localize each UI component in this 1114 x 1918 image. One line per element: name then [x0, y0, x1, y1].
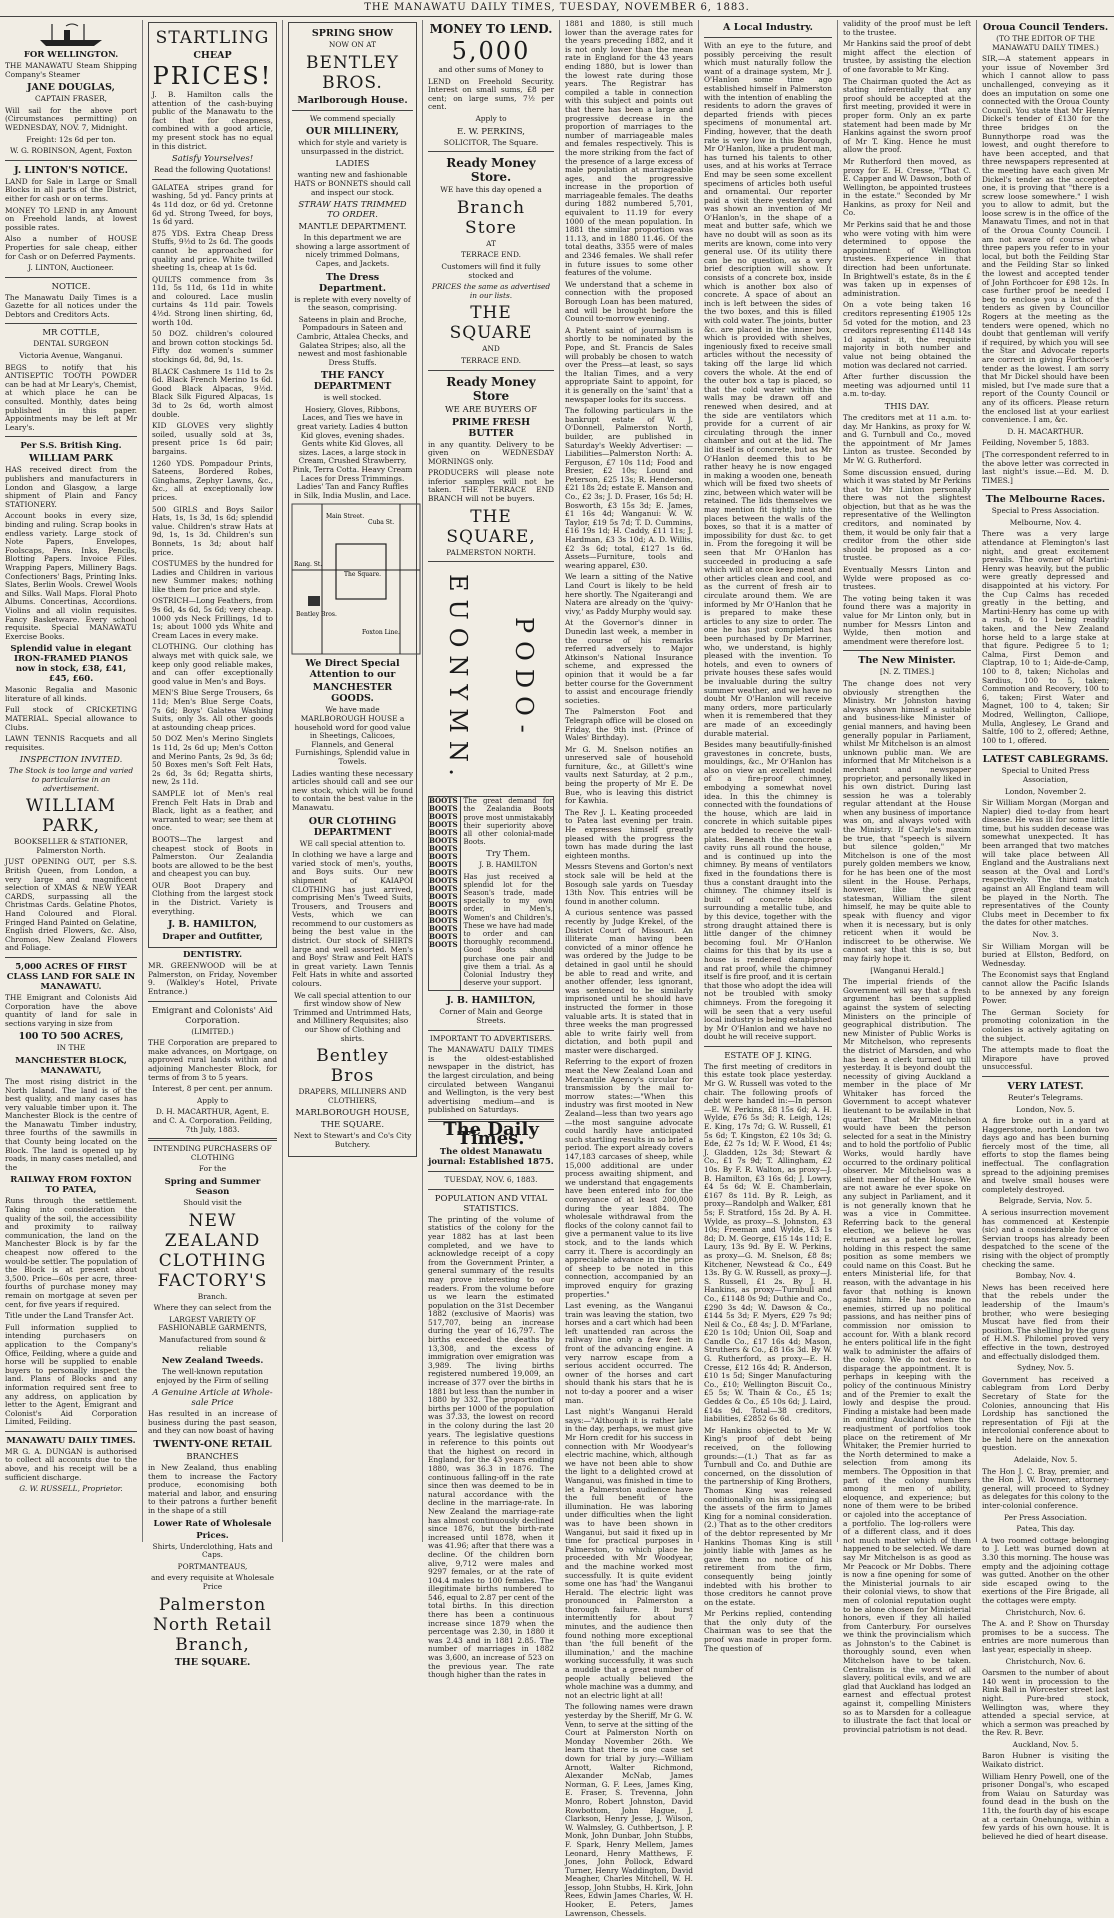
- column-2: [142, 20, 282, 1668]
- corner: Corner of Main and George Streets.: [439, 1007, 543, 1026]
- dentist-address: Victoria Avenue, Wanganui.: [19, 351, 123, 361]
- melbourne-date: Melbourne, Nov. 4.: [1009, 517, 1082, 527]
- special-press: Special to Press Association.: [991, 506, 1100, 516]
- branches-body: in New Zealand, thus enabling them to increase the Factory produce, economising both material and labor, and ensuring to their patrons a further benefit in the shape of a still: [148, 1463, 277, 1516]
- butter: PRIME FRESH BUTTER: [451, 416, 531, 439]
- para-6: The Palmerston Foot and Telegraph office will be closed on Friday, the 9th inst. (Prince of Wales' Birthday).: [565, 707, 693, 743]
- cricket: Full stock of CRICKETING MATERIAL. Special allowance to Clubs.: [5, 705, 137, 732]
- editor-note: [The correspondent referred to in the above letter was corrected in last night's issue.—Ed. M. D. TIMES.]: [982, 449, 1109, 485]
- minister-heading: The New Minister.: [858, 655, 956, 667]
- para-7: Mr G. M. Snelson notifies an unreserved sale of household furniture, &c., at Gillett's wine vaults next Saturday, at 2 p.m., being the property of Mr E. De Bue, who is leaving this district for Kawhia.: [565, 744, 693, 806]
- boots-word: BOOTS: [429, 860, 458, 870]
- boots-word: BOOTS: [429, 804, 458, 814]
- hamilton-big: J. B. HAMILTON,: [446, 995, 536, 1007]
- apply-4: Apply to: [475, 113, 507, 123]
- para-12: Last evening, as the Wanganui train was leaving the station, two horses and a cart which had been left unattended ran across the railway line only a few feet in front of the advancing engine. A very narrow escape from a serious accident occurred. The owner of the horses and cart should thank his stars that he is not to-day a poorer and a wiser man.: [565, 1301, 693, 1405]
- marlborough-2: MARLBOROUGH HOUSE,: [295, 1108, 410, 1119]
- para-14: The following names were drawn yesterday by the Sheriff, Mr G. W. Venn, to serve at the sitting of the Court at Palmerston North on Monday November 26th. We learn that there is one case set down for trial by jury:—William Arnott, Walter Richmond, Alexander McNab, James Norman, G. F. Lees, James King, E. Fraser, S. Trevenna, John Monro, Robert Johnston, David Rowbottom, John Hague, J. Clarkson, Henry Jesse, J. Wilson, W. Walmsley, G. Cuthbertson, J. P. Monk, John Dunbar, John Stubbs, F. Spark, Henry Mellem, James Leonard, Henry Matthews, F. Jones, John Pollock, Edward Turner, Henry Waddington, David Meagher, Charles Mitchell, W. H. Jessop, John Stubbs, H. Kirk, John Rees, Edwin James Charles, W. H. Hooker, E. Peters, James Lawrenson, Chessels.: [565, 1702, 693, 1918]
- dentist-body: BEGS to notify that his ANTISEPTIC TOOTH POWDER can be had at Mr Leary's, Chemist, at which place he can be consulted. Monthly, dates being published in this paper. Appointments may be left at Mr Leary's.: [5, 362, 137, 432]
- spring-show: SPRING SHOW: [311, 28, 394, 39]
- hamilton-sub: Draper and Outfitter,: [162, 932, 263, 943]
- patea-body: A two roomed cottage belonging to J. Lett was burned down at 3.30 this morning. The house was empty and the adjoining cottage was gutted. Another on the other side escaped owing to the exertions of the Fire Brigade, all the cottages were empty.: [982, 1535, 1109, 1605]
- buyers: WE ARE BUYERS OF: [444, 404, 538, 415]
- linton-heading: J. LINTON'S NOTICE.: [14, 164, 128, 176]
- shirts: Shirts, Underclothing, Hats and Caps.: [152, 1541, 273, 1560]
- bentley-building-icon: [308, 596, 320, 606]
- oldest-journal: The oldest Manawatu journal: Established 1875.: [428, 1147, 554, 1168]
- map-label-square: The Square.: [344, 571, 382, 579]
- fancy-dept: THE FANCY DEPARTMENT: [313, 370, 392, 393]
- voting: The voting being taken it was found there was a majority in value for Mr Linton only, but in number for Messrs Linton and Wylde, then motion and amendment were therefore lost.: [843, 593, 971, 646]
- producers: PRODUCERS will please note inferior samples will not be taken. THE TERRACE END BRANCH will not be buyers.: [428, 468, 554, 504]
- price-item: OSTRICH—Long Feathers, from 9s 6d, 4s 6d, 5s 6d; very cheap. 1000 yds Neck Frillings, 1d to 1s; about 1000 yds White and Cream Laces in every make.: [152, 596, 273, 640]
- terrace-end-2: TERRACE END.: [460, 355, 522, 365]
- local-heading: A Local Industry.: [723, 22, 813, 33]
- park-sub: BOOKSELLER & STATIONER, Palmerston North.: [14, 837, 128, 855]
- para-2: A Patent saint of journalism is shortly to be nominated by the Pope, and St. Francis de Sales will probably be chosen to watch over the Press—at least, so says the Italian Times, and a very appropriate Saint to appoint, for it is generally on the 'saint' that a newspaper looks for its success.: [565, 325, 693, 404]
- price-item: CLOTHING. Our clothing has always met with quick sale, we keep only good reliable makes, and can offer exceptionally good value in Men's and Boys.: [152, 642, 273, 686]
- podo-2: PODO-: [510, 617, 538, 742]
- races-body: There was a very large attendance at Flemington's last night, and great excitement prevails. The owner of Martini-Henry was heavily, but the public were greatly depressed and disappointed at his victory. For the Cup Calms has receded greatly in the betting, and Martini-Henry has come up with a rush, 6 to 1 being readily taken, and the New Zealand horse held to a large stake at that figure. Pedigree 5 to 1; Calma, First Demon and Claptrap, 10 to 1; Aide-de-Camp, 100 to 8, taken; Nicholas and Sardius, 100 to 5, taken; Commotion and Recovery, 100 to 6, taken; First Water and Magnet, 100 to 4, taken; Sir Modred, Wellington, Calliope, Mulla, Anglesey, Le Grand and Saltfe, 100 to 2, offered; Aethne, 100 to 1, offered.: [982, 529, 1109, 745]
- wellknown: The well-known reputation enjoyed by the Firm of selling: [156, 1367, 269, 1385]
- cables-body: Sir William Morgan (Morgan and Napier) died to-day from heart disease. He was ill for some little time, but his sudden decease was somewhat unexpected. It has been arranged that two matches will take place between All England and the Australians next season at the Oval and Lord's respectively. The third match against an All England team will be played in the North. The representatives of the County Clubs meet in December to fix the dates for other matches.: [982, 798, 1109, 928]
- rutherford: Mr Rutherford then moved, as proxy for E. H. Cresse, "That C. E. Capper and W. Dawson, both of Wellington, be appointed trustees in the estate." Seconded by Mr Hankins, as proxy for Neil and Co.: [843, 156, 971, 218]
- boots-word: BOOTS: [429, 876, 458, 886]
- eventually: Eventually Messrs Linton and Wylde were proposed as co-trustees.: [843, 565, 971, 592]
- map-label-bentley: Bentley Bros.: [296, 611, 337, 619]
- wanganui-credit: [Wanganui Herald.]: [870, 965, 944, 975]
- mirapore: The attempts made to float the Mirapore have proved unsuccessful.: [982, 1045, 1109, 1072]
- boots-list: [429, 797, 461, 990]
- bentley-bros: BENTLEY BROS.: [305, 52, 400, 93]
- ladies-note: Ladies wanting these necessary articles should call and see our new stock, which will be found to contain the best value in the Manawatu.: [292, 768, 413, 812]
- price-item: SAMPLE lot of Men's real French Felt Hats in Drab and Black, light as a feather, and warranted to wear; see them at once.: [152, 788, 273, 833]
- mantle-dept: MANTLE DEPARTMENT.: [298, 222, 407, 233]
- next-to: Next to Stewart's and Co's City Butchery.: [293, 1131, 412, 1149]
- drapers: DRAPERS, MILLINERS AND CLOTHIERS,: [298, 1087, 407, 1105]
- inspection-heading: INSPECTION INVITED.: [19, 755, 123, 766]
- ship-body: Will sail for the above port (Circumstances permitting) on WEDNESDAY, NOV. 7, Midnight.: [5, 105, 137, 132]
- pianos: Splendid value in elegant IRON-FRAMED PIANOS now in stock, £38, £41, £45, £60.: [10, 644, 132, 685]
- window-show: We call special attention to our first window show of New Trimmed and Untrimmed Hats, and Millinery Requisites; also our Show of Clothing and shirts.: [293, 990, 412, 1043]
- at: AT: [486, 238, 496, 248]
- hankins: Mr Hankins said the proof of debt might affect the election of trustee, by assisting the election of one favorable to Mr King.: [843, 39, 971, 74]
- should-visit: Should visit the: [183, 1197, 242, 1207]
- acres-heading: 5,000 ACRES OF FIRST CLASS LAND FOR SALE IN MANAWATU.: [6, 961, 136, 992]
- boots-word: BOOTS: [429, 812, 458, 822]
- bentley-bros-2: Bentley Bros: [316, 1046, 389, 1087]
- pop-cont: 1881 and 1880, is still much lower than the average rates for the years preceding 1882, and it is not only lower than the mean rate in England for the 43 years ending 1880, but is lower than the lowest rate during those years. The Registrar has compiled a table in connection with this subject and points out that there has been a large and progressive decrease in the proportion of marriages to the number of marriageable males and females respectively. This is the more striking from the fact of the presence of a large excess of male population at marriageable ages, and the progressive increase in the proportion of marriageable females. The deaths during 1882 numbered 5,701, equivalent to 11.19 for every 1000 of the mean population. In 1881 the similar proportion was 11.13, and in 1880 11.46. Of the total deaths, 3355 were of males and 2346 females. We shall refer in future issues to some other features of the volume.: [565, 19, 693, 278]
- price-item: 500 GIRLS and Boys Sailor Hats, 1s, 1s 3d, 1s 6d; splendid value. Children's straw Hats at 9d, 1s, 1s 3d. Children's sun Bonnets, 1s 3d; about half price.: [152, 504, 273, 557]
- opened: WE have this day opened a: [440, 185, 542, 195]
- genuine-article: A Genuine Article at Whole-sale Price: [152, 1388, 273, 1409]
- christchurch: Christchurch, Nov. 6.: [1005, 1607, 1086, 1617]
- startling-heading: STARTLING: [155, 28, 270, 48]
- clothing-body: In clothing we have a large and varied stock of men's, youths, and Boys suits. Our new shipment of KAIAPOI CLOTHING has just arrived, comprising Men's Tweed Suits, Trousers, and Trousers and Vests, which we can recommend to our customers as being the best value in the district. Our stock of SHIRTS large and well assorted. Men's and Boys' Straw and Felt HATS in great variety. Lawn Tennis Felt Hats in white and assorted colours.: [292, 850, 413, 989]
- hamilton-signature: J. B. HAMILTON,: [168, 919, 257, 931]
- greenwood-notice: MR. GREENWOOD will be at Palmerston, on Friday, November 9. (Walkley's Hotel, Private Entrance.): [148, 961, 277, 997]
- where-select: Where they can select from the: [153, 1303, 272, 1313]
- park-body: HAS received direct from the publishers and manufacturers in London and Glasgow, a large shipment of Plain and Fancy STATIONERY.: [5, 465, 137, 509]
- price-item: OUR Boot Drapery and Clothing from the largest stock in the District. Variety is everything.: [152, 880, 273, 916]
- millinery-body: which for style and variety is unsurpassed in the district.: [298, 138, 407, 156]
- park-list: Account books in every size, binding and ruling. Scrap books in endless variety. Large stock of Note Papers, Envelopes, Foolscaps, Pens. Inks, Pencils, Blotting Papers. Invoice Files. Wrapping Papers, Millinery Bags. Confectioners' Bags, Printing Inks. Slates, Berlin Wools. Crewel Wools and Silks. Wall Maps. Floral Photo Albums. Concertinas, Accordions. Violins and all violin requisites. Fancy Basketware. Every school requisite. Special MANAWATU Exercise Books.: [5, 511, 137, 641]
- validity: validity of the proof must be left to the trustee.: [843, 19, 971, 37]
- street-map: [292, 504, 420, 654]
- bombay: Bombay, Nov. 4.: [1015, 1271, 1076, 1281]
- interest: Interest, 8 per cent. per annum.: [152, 1084, 273, 1094]
- issue-date: TUESDAY, NOV. 6, 1883.: [444, 1175, 538, 1185]
- dungan-notice: MR G. A. DUNGAN is authorised to collect all accounts due to the above, and his receipt will be a sufficient discharge.: [5, 1446, 137, 1482]
- minister-body: The change does not very obviously strengthen the Ministry. Mr Johnston having always shown himself a suitable and business-like Minister of genial manners, and having been generally popular in Parliament, whilst Mr Mitchelson is an almost unknown public man. We are informed that Mr Mitchelson is a merchant and newspaper proprietor, and personally liked in his own district. During last session he was a tolerably regular attendant at the House when any business of importance was on, and always voted with the Ministry. If Carlyle's maxim be true, that "speech is silvern but silence golden," Mr Mitchelson is one of the most purely golden members we know, for he has been one of the most silent in the House. Perhaps, however, like the great statesman, William the silent himself, he may be quite able to speak with fluency and vigor when it is necessary, but is only reticent when it would be indiscreet to be otherwise. We cannot say that this is so, but may fairly hope it.: [843, 678, 971, 963]
- per-press: Per Press Association.: [1004, 1512, 1087, 1522]
- dress-dept: The Dress Department.: [318, 271, 387, 294]
- boots-word: BOOTS: [429, 868, 458, 878]
- boots-word: BOOTS: [429, 932, 458, 942]
- lower-rate: Lower Rate of Wholesale: [153, 1518, 272, 1529]
- linton-signature: J. LINTON, Auctioneer.: [28, 263, 114, 273]
- oroua-body: SIR,—A statement appears in your issue of November 3rd which I cannot allow to pass unchallenged, conveying as it does an imputation on some one connected with the Oroua County Council. You state that Mr Henry Dickel's tender of £130 for the three bridges on the Bunnythorpe road was the lowest, and ought therefore to have been accepted, and that three newspapers represented at the meeting have each given Mr Dickel's tender as the accepted one, it is proving that "there is a screw loose somewhere." I wish you to allow to admit, but the loose screw is in the office of the Manawatu Times, and not in that of the Oroua County Council. I am not aware of course what three papers you refer to in your local, but both the Feilding Star and the Feilding Star so linked the lowest and accepted tender of John Forthcoer for £98 12s. In case further proof be needed I beg to enclose you a list of the tenders as given by Councillor Rogers at the meeting as the tenders were opened, which no doubt that gentleman will verify if required, by which you will see the Star and Advocate reports are correct in giving Forthcoer's tender as the lowest. I am sorry that Mr Dickel should have been misled, but I've made sure that a report of the County Council or any of its officers. Please return the enclosed list at your earliest convenience. I am, &c.: [982, 54, 1109, 425]
- block-name: MANCHESTER BLOCK, MANAWATU,: [15, 1055, 127, 1076]
- dress-list: Sateens in plain and Broche, Pompadours in Sateen and Cambric, Attalea Checks, and Galatea Stripes; also, all the newest and most fashionable Dress Stuffs.: [296, 314, 409, 367]
- ready-money-2: Ready Money Store: [446, 374, 536, 403]
- price-list: [152, 184, 273, 917]
- para-8: The Rev J. L. Keating proceeded to Patea last evening per train. He expresses himself greatly pleased with the progress the town has made during the last eighteen months.: [565, 807, 693, 860]
- emigrant-heading: Emigrant and Colonists' Aid Corporation.: [152, 1005, 273, 1026]
- adelaide: Adelaide, Nov. 5.: [1013, 1455, 1078, 1465]
- perkins-remark: Mr Perkins said that he and those who were voting with him were determined to oppose the appointment of Wellington trustees. Experience in that direction had been unfortunate. In Brightwell's estate, 8s in the £ was taken up in expenses of administration.: [843, 220, 971, 298]
- square-3: THE SQUARE.: [320, 1120, 385, 1131]
- reuters: Reuter's Telegrams.: [1007, 1092, 1084, 1102]
- mdt-heading: MANAWATU DAILY TIMES.: [6, 1435, 136, 1446]
- para-9: Messrs Stevens and Gorton's next stock sale will be held at the Bosough sale yards on Tuesday 13th Nov. This entries will be found in another column.: [565, 862, 693, 906]
- commend: We commend specially: [309, 113, 396, 123]
- para-13: Last night's Wanganui Herald says:—"Although it is rather late in the day, perhaps, we must give Mr Horn credit for his success in connection with Mr Woodyear's electric machine, which, although we have not been able to show the light to a delighted crowd at Wanganui, was finished in time to let a Palmerston audience have the full benefit of the illumination. He was laboring under difficulties when the light was to have been shown in Wanganui, but said it fixed up in time for practical purposes in Palmerston, to which place he proceeded with Mr Woodyear, and the machine worked most successfully. It is quite evident some one has 'had' the Wanganui Herald. The electric light was pronounced in Palmerston a thorough failure. It burst intermittently for about 7 minutes, and the audience then found nothing more exceptional than 'the full benefit of the illumination,' and the machine working successfully, it was such a muddle that a great number of people actually believed the whole machine was a dummy, and not an electric light at all!: [565, 1407, 693, 1700]
- para-1: We understand that a scheme in connection with the proposed Borough Loan has been matured, and will be brought before the Council to-morrow evening.: [565, 279, 693, 324]
- dentistry-heading: DENTISTRY.: [182, 950, 243, 961]
- morgan-burial: Sir William Morgan will be buried at Ellston, Bedford, on Wednesday.: [982, 941, 1109, 968]
- linton-money: MONEY TO LEND in any Amount on Freehold lands, at lowest possible rates.: [5, 205, 137, 232]
- column-6: [698, 20, 837, 1653]
- para-5: At the Governor's dinner in Dunedin last week, a member in the course of his remarks referred adversely to Major Atkinson's National Insurance scheme, and expressed the opinion that it would be a far better course for the Government to assist and encourage friendly societies.: [565, 618, 693, 705]
- pop-heading: POPULATION AND VITAL STATISTICS.: [434, 1193, 548, 1214]
- fancy-sub: is well stocked.: [323, 393, 382, 403]
- column-4: [422, 20, 559, 1680]
- intending: INTENDING PURCHASERS OF CLOTHING: [153, 1144, 272, 1162]
- to-editor: (TO THE EDITOR OF THE MANAWATU DAILY TIMES.): [992, 34, 1099, 52]
- prices-heading: PRICES!: [152, 62, 273, 90]
- largest-variety: LARGEST VARIETY OF FASHIONABLE GARMENTS,: [158, 1314, 267, 1333]
- column-7: [837, 19, 976, 1734]
- tweeds: New Zealand Tweeds.: [161, 1356, 264, 1367]
- podo-1: EUONYMN.: [444, 574, 472, 785]
- london-date: London, November 2.: [1004, 786, 1087, 796]
- linton-houses: Also a number of HOUSE Properties for sale cheap, either for Cash or on Deferred Payments.: [5, 234, 137, 261]
- railway-heading: RAILWAY FROM FOXTON TO PATEA,: [10, 1175, 132, 1196]
- for-the: For the: [198, 1164, 227, 1174]
- boots-word: BOOTS: [429, 836, 458, 846]
- cables-heading: LATEST CABLEGRAMS.: [982, 754, 1109, 766]
- limited: (LIMITED.): [191, 1026, 234, 1036]
- column-1: [0, 20, 142, 1542]
- latest-body: A fire broke out in a yard at Haggerstone, north London two days ago and has been burning fiercely most of the time, all efforts to stop the flames being ineffectual. The conflagration spread to the adjoining premises and twelve small houses were completely destroyed.: [982, 1116, 1109, 1194]
- races-heading: The Melbourne Races.: [985, 494, 1106, 506]
- vote: On a vote being taken 16 creditors representing £1905 12s 5d voted for the motion, and 23 creditors representing £1148 14s 1d against it, the requisite majority in both number and value not being obtained the motion was declared not carried.: [843, 300, 971, 370]
- local-body-2: Besides many beautifully-finished gravestones in concrete, busts, mouldings, &c., Mr O'Hanlon has also on view an excellent model of a fire-proof chimney, embodying a somewhat novel idea. In this the chimney is connected with the foundations of the house, which are laid in concrete in which suitable pipes are bedded to receive the wall-plates. Beneath the concrete a cavity runs all round the house, and is continued up into the chimney. By means of ventilators fixed in the foundations there is thus a constant draught into the chimney. The chimney itself is built of concrete blocks surrounding a metallic tube, and by this device, together with the strong draught attained there is little danger of the chimney becoming foul. Mr O'Hanlon claims for this that by its use a house is rendered damp-proof and rat proof, while the chimney itself is fire proof, and it is certain that those who adopt the idea will not be troubled with smoky chimneys. From the foregoing it will be seen that a very useful local industry is being established by Mr O'Hanlon and we have no doubt he will receive support.: [704, 740, 832, 1042]
- boots-word: BOOTS: [429, 924, 458, 934]
- notice-heading: NOTICE.: [51, 281, 91, 292]
- inspection-note: The Stock is too large and varied to particularise in an advertisement.: [8, 766, 134, 793]
- ss-heading: Per S.S. British King.: [20, 441, 122, 452]
- para-11: Referring to the export of frozen meat the New Zealand Loan and Mercantile Agency's circular for transmission by the mail to-morrow states:—"When this industry was first mooted in New Zealand—less than two years ago—the most sanguine advocate could hardly have anticipated such startling results in so brief a period. The export already covers 147,183 carcases of sheep, while 15,000 additional are under process awaiting shipment, and we understand that engagements have been entered into for the conveyance of at least 200,000 during the year 1884. The wholesale withdrawal from the flocks of the colony cannot fail to give a permanent value to its live stock, and to the lands which carry it. There is accordingly an appreciable advance in the price of sheep to be noted in this connection, accompanied by an improved enquiry for grazing properties.": [565, 1057, 693, 1299]
- discussion: Some discussion ensued, during which it was stated by Mr Perkins that to Mr Linton personally there was not the slightest objection, but that as he was the representative of the Wellington creditors, and nominated by them, it would be only fair that a creditor from the other side should be proposed as a co-trustee.: [843, 467, 971, 563]
- sydney-body: Government has received a cablegram from Lord Derby Secretary of State for the Colonies, announcing that His Lordship has sanctioned the representation of Fiji at the intercolonial conference about to be held here on the annexation question.: [982, 1374, 1109, 1453]
- boots-word: BOOTS: [429, 820, 458, 830]
- notice-body: The Manawatu Daily Times is a Gazette for all notices under the Debtors and Creditors Acts.: [5, 292, 137, 319]
- acres-size: 100 TO 500 ACRES,: [18, 1031, 124, 1043]
- oroua-heading: Oroua Council Tenders.: [982, 22, 1109, 33]
- adjourned: After further discussion the meeting was adjourned until 11 a.m. to-day.: [843, 372, 971, 399]
- nz-clothing-factory: NEW ZEALAND CLOTHING FACTORY'S: [157, 1210, 268, 1291]
- manchester-body: We have made MARLBOROUGH HOUSE a household word for good value in Sheetings, Calicoes, Flannels, and General Furnishings, Splendid value in Towels.: [294, 705, 411, 766]
- season: Spring and Summer Season: [164, 1176, 261, 1197]
- price-item: BOOTS—The largest and cheapest stock of Boots in Palmerston. Our Zealandia boots are allowed to be the best and cheapest you can buy.: [152, 834, 273, 879]
- boots-more: Has just received a splendid lot for the Season's trade, made specially to my own order, in Men's, Women's and Children's. These we have had made to order and can thoroughly recommend. Good Boots should purchase one pair and give them a trial. As a Colonial Industry they deserve your support.: [463, 872, 553, 988]
- boots-word: BOOTS: [429, 852, 458, 862]
- sydney: Sydney, Nov. 5.: [1017, 1363, 1074, 1373]
- tennis: LAWN TENNIS Racquets and all requisites.: [5, 734, 137, 752]
- estate-heading: ESTATE OF J. KING.: [724, 1050, 812, 1061]
- bombay-body: News has been received here that the rebels under the leadership of the Imaum's brother, who were besieging Muscat have fled from their position. The shelling by the guns of H.M.S. Philomel proved very effective in the town, destroyed and effectually dislodged them.: [982, 1282, 1109, 1361]
- estate-body-2: Mr Hankins objected to Mr W. King's proof of debt being received, on the following grounds:—(1.) That as far as Turnbull and Co. and Duthie are concerned, on the dissolution of the partnership of King Brothers, Thomas King was released conditionally on his assigning all the assets of the firm to James King for a nominal consideration. (2.) That as to the other creditors of the debtor represented by Mr Hankins Thomas King is still jointly liable with James as he gave them no notice of his retirement from the firm, consequently being jointly indebted with his brother to those creditors he cannot prove on the estate.: [704, 1425, 832, 1607]
- solicitor: SOLICITOR, The Square.: [443, 137, 539, 147]
- price-item: 50 DOZ Men's Merino Singlets 1s 11d, 2s 6d up; Men's Cotton and Merino Pants, 2s 9d, 3s 6d; 50 Boxes men's Soft Felt Hats, 2s 6d, 3s 6d; Regatta shirts, new, 2s 11d.: [152, 734, 273, 787]
- boots-word: BOOTS: [429, 940, 458, 950]
- para-10: A curious sentence was passed recently by Judge Krekel, of the District Court of Missouri. An illiterate man having been convicted of a minor offence he was ordered by the Judge to be detained in gaol until he should be able to read and write, and another offender, less ignorant, was sentenced to be similarly imprisoned until he should have instructed the former in those valuable arts. It is stated that in three weeks the man progressed able to write fairly well from dictation, and both pupil and master were discharged.: [565, 908, 693, 1055]
- railway-body: Runs through the settlement. Taking into consideration the quality of the soil, the accessibility and proximity to railway communication, the land on the Manchester Block is by far the cheapest now offered to the would-be settler. The population of the Block is at present about 3,500. Price—60s per acre, three-fourths of purchase money may remain on mortgage at seven per cent, for five years if required.: [5, 1196, 137, 1309]
- latest-heading: VERY LATEST.: [1007, 1080, 1084, 1092]
- patea: Patea, This day.: [1016, 1524, 1075, 1534]
- special-united: Special to United Press Association,: [1001, 766, 1090, 784]
- millinery: OUR MILLINERY,: [306, 126, 399, 138]
- park-opening: JUST OPENING OUT, per S.S. British Queen, from London, a very large and magnificent selection of XMAS & NEW YEAR CARDS, surpassing all the Christmas Cards. Gelatine Photos, Hand Coloured and Floral. Fringed Hand Painted on Gelatine, English dried Flowers, &c. Also, Chromos, New Zealand Flowers and Foliage.: [5, 857, 137, 953]
- belgrade-body: A serious insurrection movement has commenced at Kestenpie (sic) and a considerable force of Servian troops has already been despatched to the scene of the rising with the object of promptly checking the same.: [982, 1208, 1109, 1269]
- straw-hats: STRAW HATS TRIMMED TO ORDER.: [298, 200, 407, 221]
- boots-word: BOOTS: [429, 892, 458, 902]
- ship-text: THE MANAWATU Steam Shipping Company's Steamer: [5, 61, 137, 79]
- macarthur-date: Feilding, November 5, 1883.: [982, 438, 1090, 448]
- twentyone: TWENTY-ONE RETAIL: [153, 1439, 272, 1451]
- map-label-cuba: Cuba St.: [368, 519, 395, 527]
- acres-in: IN THE: [56, 1043, 86, 1053]
- pop-body: The printing of the volume of statistics of the colony for the year 1882 has at last been completed, and we have to acknowledge receipt of a copy from the Government Printer, a general summary of the results may prove interesting to our readers. From the volume before us we learn the estimated population on the 31st December 1882 (exclusive of Maoris) was 517,707, being an increase during the year of 16,797. The births exceeded the deaths by 13,308, and the excess of immigration over emigration was 3,989. The living births registered numbered 19,009, an increase of 377 over the births in 1881 but less than the number in 1880 by 332. The proportion of births per 1000 of the population was 37.33, the lowest on record in the colony during the last 20 years. The legislative questions in reference to this points out that the highest on record in England, for the 43 years ending 1880, was 36.3 in 1876. The continuous falling-off in the rate since then was deemed to be in natural accordance with the decline in the marriage-rate. In New Zealand the marriage-rate has almost continuously declined since 1876, but the birth-rate increased until 1878, when it was 41.96; after that there was a decline. Of the children born alive, 9,712 were males and 9297 females, or at the rate of 104.4 males to 100 females. The illegitimate births numbered to 546, equal to 2.87 per cent of the total births. In this direction there has been a continuous increase since 1879 when the percentage was 2.30, in 1880 it was 2.43 and in 1881 2.85. The number of marriages in 1882 was 3,600, an increase of 523 on the previous year. The rate though higher than the rates in: [428, 1214, 554, 1680]
- auckland-body: Baron Hubner is visiting the Waikato district.: [982, 1751, 1109, 1770]
- now-on: NOW ON AT: [328, 40, 377, 49]
- boots-word: BOOTS: [429, 844, 458, 854]
- column-3: [282, 20, 422, 1542]
- park-name: WILLIAM PARK: [28, 453, 114, 465]
- important-heading: IMPORTANT TO ADVERTISERS.: [429, 1033, 553, 1043]
- dentist-name: MR COTTLE,: [42, 328, 100, 339]
- this-day-body: The creditors met at 11 a.m. to-day. Mr Hankins, as proxy for W. and G. Turnbull and Co., moved the appointment of Mr James Linton as trustee. Seconded by Mr W. G. Rutherford.: [843, 412, 971, 465]
- estate-body: The first meeting of creditors in this estate took place yesterday. Mr G. W. Russell was voted to the chair. The following proofs of debt were handed in:—In person—E. W. Perkins, £8 15s 6d; A. H. Wylde, £76 5s 3d; R. Leigh, 12s; E. King, 17s 7d; G. W. Russell, £1 5s 6d; T. Kingston, £2 10s 3d; G. Ede, £2 7s 1d; W. F. Wood, £1 4s; J. Gladden, 12s 3d; Stewart & Co., £1 7s 9d; T. Allingham, £2 10s. By F. R. Walton, as proxy—J. B. Hamilton, £3 16s 6d; J. Lowry, £4 5s 6d; W. E. Chamberlain, £167 8s 11d. By R. Leigh, as proxy—Randolph and Walker, £81 5s; F. Stratford, 15s 2d. By A. H. Wylde, as proxy—S. Johnston, £3 10s; Freeman and Wylde, £3 1s 8d; D. M. George, £15 14s 11d; E. Laury, 13s 9d. By E. W. Perkins, as proxy—G. M. Snelson, £8 8s; Kitchener, Newstead & Co., £49 13s. By G. W. Russell, as proxy—J. S. Russell, £1 2s. By J. H. Hankins, as proxy—Turnbull and Co., £1148 0s 9d; Duthie and Co., £290 3s 4d; W. Dawson & Co., £144 5s 3d; F. Myers, £29 7s 9d; Neil & Co., £8 4s; J. D. M'Farlane, £20 1s 10d; Union Oil, Soap and Candle Co., £17 16s 4d; Mason, Struthers & Co., £8 16s 3d. By W. G. Rutherford, as proxy—E. H. Cresse, £12 16s 4d; R. Anderson, £10 1s 5d; Singer Manufacturing Co., £10; Wellington Biscuit Co., £5 5s; W. Thain & Co., £5 1s; Geddes & Co., £5 10s 6d; J. Laird, £14s 9d. Total—38 creditors, liabilities, £2852 6s 6d.: [704, 1061, 832, 1424]
- manchester-goods: MANCHESTER GOODS.: [312, 682, 393, 705]
- christchurch-body: The A. and P. Show on Thursday promises to be a success. The entries are more numerous than last year, especially in sheep.: [982, 1619, 1109, 1654]
- the-square-4: THE SQUARE: [449, 303, 533, 344]
- ladies: LADIES: [335, 159, 370, 170]
- map-label-main: Main Street.: [326, 513, 365, 521]
- fancy-list: Hosiery, Gloves, Ribbons, Laces, and Ties we have in great variety. Ladies 4 button Kid gloves, evening shades. Gents white Kid Gloves, all sizes. Laces, a large stock in Cream, Crushed Strawberry, Pink, Terra Cotta. Heavy Cream Laces for Dress Trimmings. Ladies' Tan and Fancy Ruffles in Silk, India Muslin, and Lace.: [292, 404, 413, 500]
- price-item: 50 DOZ. children's coloured and brown cotton stockings 5d. Fifty doz women's summer stockings 6d, 8d, 9d, 1s.: [152, 329, 273, 365]
- branch-store: Branch Store: [456, 197, 526, 238]
- direct-attention: We Direct Special Attention to our: [305, 658, 400, 681]
- freight: Freight: 12s 6d per ton.: [26, 134, 116, 144]
- captain: CAPTAIN FRASER,: [35, 94, 107, 104]
- hamilton-intro: J. B. Hamilton calls the attention of the cash-buying public of the Manawatu to the fact that for cheapness, combined with a good article, my present stock has no equal in this district.: [152, 90, 273, 151]
- price-item: 875 YDS. Extra Cheap Dress Stuffs, 9½d to 2s 6d. The goods cannot be approached for quality and price. White twilled sheeting 1s, cheap at 1s 6d.: [152, 228, 273, 273]
- german-society: The German Society for promoting colonization in the colonies is actively agitating on the subject.: [982, 1007, 1109, 1043]
- important-body: The MANAWATU DAILY TIMES is the oldest-established newspaper in the district, has the largest circulation, and being circulated between Wanganui and Wellington, is the very best advertising medium—and is published on Saturdays.: [428, 1045, 554, 1115]
- money-amount: 5,000: [451, 37, 531, 65]
- read-quotations: Read the following Quotations!: [154, 165, 271, 175]
- macarthur-signature: D. H. MACARTHUR.: [1007, 426, 1084, 436]
- hamilton-ad: [148, 22, 277, 948]
- try-them: Try Them.: [486, 849, 531, 860]
- emigrant-body2: THE Corporation are prepared to make advances, on Mortgage, on approved rural lands within and adjoining Manchester Block, for terms of from 3 to 5 years.: [148, 1038, 277, 1082]
- steamship-icon: [36, 22, 106, 48]
- daily-times-title: The Daily Times.: [443, 1118, 539, 1149]
- square-palm: THE SQUARE,: [446, 506, 536, 547]
- park-big-name: WILLIAM PARK,: [25, 796, 117, 837]
- bentley-ad: [288, 22, 417, 1157]
- ladies-body: wanting new and fashionable HATS or BONNETS should call and inspect our stock.: [294, 170, 411, 197]
- cheap-heading: CHEAP: [193, 50, 232, 61]
- branches: BRANCHES: [186, 1452, 239, 1463]
- dress-body: is replete with every novelty of the season, comprising.: [294, 294, 411, 313]
- column-8: [976, 20, 1114, 1841]
- butter-body: in any quantity. Delivery to be given on WEDNESDAY MORNINGS only.: [428, 439, 554, 466]
- plans-body: Full information supplied to intending purchasers on application to the Company's Office, Feilding, where a guide and horse will be supplied to enable buyers to personally inspect the land. Plans of Blocks and any information required sent free to any address, on application by letter to the Agent, Emigrant and Colonist's Aid Corporation Limited, Feilding.: [5, 1322, 137, 1427]
- christchurch2-body: Oarsmen to the number of about 140 went in procession to the Rink Ball in Worcester street last night. Pure-bred stock, Wellington was, where they attended a special service, at which a sermon was preached by the Rev. R. Bevr.: [982, 1668, 1109, 1738]
- estate-body-3: Mr Perkins replied, contending that the only duty of the Chairman was to see that the proof was made in proper form. The question of: [704, 1609, 832, 1653]
- and: AND: [482, 344, 500, 354]
- money-body: LEND on Freehold Security. Interest on small sums, £8 per cent; on large sums, 7½ per cent.: [428, 76, 554, 112]
- mantle-body: In this department we are showing a large assortment of nicely trimmed Dolmans, Capes, and Jackets.: [295, 233, 410, 268]
- apply: Apply to: [196, 1095, 229, 1105]
- dentist-title: DENTAL SURGEON: [33, 339, 109, 349]
- palmerston-branch: Palmerston North Retail Branch,: [152, 1594, 273, 1655]
- branch: Branch.: [197, 1291, 228, 1301]
- russell-signature: G. W. RUSSELL, Proprietor.: [19, 1484, 123, 1494]
- map-label-foxton: Foxton Line.: [362, 629, 400, 637]
- boots-word: BOOTS: [429, 908, 458, 918]
- emigrant-body: THE Emigrant and Colonists Aid Corporation have the above quantity of land for sale in sections varying in size from: [5, 992, 137, 1028]
- block-body: The most rising district in the North Island. The land is of the best quality, and many cases has very valuable timber upon it. The Manchester Block is the centre of the Manawatu Timber industry, three fourths of the sawmills in that County being located on the Block. The land is opened up by roads, in many cases metalled, and the: [5, 1076, 137, 1172]
- ready-money: Ready Money Store.: [446, 156, 536, 185]
- ship-heading: FOR WELLINGTON.: [23, 50, 119, 60]
- marlborough-house: Marlborough House.: [297, 94, 408, 106]
- auckland: Auckland, Nov. 5.: [1012, 1739, 1079, 1749]
- money-heading: MONEY TO LEND.: [429, 22, 553, 36]
- satisfy: Satisfy Yourselves!: [171, 154, 254, 165]
- ship-name: JANE DOUGLAS,: [27, 82, 115, 94]
- masthead: THE MANAWATU DAILY TIMES, TUESDAY, NOVEMBER 6, 1883.: [0, 0, 1114, 17]
- manufactured: Manufactured from sound & reliable: [159, 1334, 266, 1353]
- ship-agent: W. G. ROBINSON, Agent, Foxton: [10, 146, 132, 156]
- nz-times-credit: [N. Z. TIMES.]: [879, 667, 935, 677]
- nov-3: Nov. 3.: [1032, 930, 1059, 939]
- terrace-end: TERRACE END.: [460, 250, 522, 260]
- map-label-rang: Rang. St.: [294, 561, 323, 569]
- boots-word: BOOTS: [429, 828, 458, 838]
- boots-word: BOOTS: [429, 884, 458, 894]
- linton-body: LAND for Sale in Large or Small Blocks in all parts of the District, either for cash or on terms.: [5, 176, 137, 203]
- portmanteaus: PORTMANTEAUS,: [177, 1561, 248, 1571]
- money-small: and other sums of Money to: [438, 65, 544, 74]
- price-item: GALATEA stripes grand for washing, 5d yd. Fancy prints at 4s 11d doz, or 6d yd. Cretonne 6d yd. Strong Tweed, for boys, 1s 6d yard.: [152, 182, 273, 227]
- we-call: WE call special attention to.: [299, 838, 406, 848]
- prices-same: PRICES the same as advertised in our lists.: [431, 282, 551, 300]
- customers: Customers will find it fully stocked and: [441, 261, 541, 280]
- adelaide-body: The Hon J. C. Bray, premier, and the Hon J. W. Downer, attorney-general, will proceed to Sydney as delegates for this colony to the inter-colonial conference.: [982, 1466, 1109, 1511]
- wanganui-body: The imperial friends of the Government will say that a fresh argument has been supplied against the system of selecting Ministers on the principle of geographical distribution. The new Minister of Public Works is Mr Mitchelson, who represents the district of Marsden, and who has been a clerk turned up till yesterday. It is beyond doubt the necessity of giving Auckland a member in the place of Mr Whitaker has forced the Government to accept whatever lieutenant to be available in that quarter. That Mr Mitchelson would have been the person selected for a seat in the Ministry and to hold the portfolio of Public Works, would hardly have occurred to the ordinary political observer. Mr Mitchelson was a silent member of the House. We are not aware he ever spoke on any subject in Parliament, and it is not generally known that he was a vice in Committee. Referring back to the general election, we believe he was returned as a patent log-roller, holding in this respect the same position as some members we could name on this Coast. But he enters Ministerial life, for that reason, with the advantage in his favor that nothing is known against him. He has made no enemies, stirred up no political passions, and has neither pins of commission nor omission to account for. With a blank record he enters political life in the fight walk to administer the affairs of the colony. We do not desire to disparage the appointment. It is perhaps in keeping with the policy of the continuous Ministry and of the Premier to exalt the lowly and despise the proud. Finding a mistake had been made in omitting Auckland when the readjustment of portfolios took place on the retirement of Mr Whitaker, the Premier hurried to the North determined to make a selection from among its members. The Opposition in that part of the colony numbers among it men of ability, eloquence, and experience; but none of them were to be bribed or cajoled into the acceptance of a portfolio. The log-rollers were of a different class, and it does not much matter which of them happened to be selected. We dare say Mr Mitchelson is as good as Mr Peacock or Mr Dobbs. There is now a fine opening for some of the Ministerial journals to air their colonial views, to show that men of colonial reputation ought to be alone chosen for Ministerial honors, even if they all hailed from Canterbury. For ourselves we think the provincialism which as Johnston's to the Cabinet is thoroughly sound, even when Mitchelson have to be taken. Centralism is the worst of all slavery, political evils, and we are glad that Auckland has lodged an earnest and effectual protest against it, compelling Ministers so as to Marsden for a colleague to illustrate the fact that local or provincial patriotism is not dead.: [843, 977, 971, 1734]
- economist: The Economist says that England cannot allow the Pacific Islands to be annexed by any foreign Power.: [982, 970, 1109, 1006]
- chairman: The Chairman quoted the Act as stating inferentially that any proof should be accepted at the first meeting, provided it were in proper form. Only an ex parte statement had been made by Mr Hankins against the sworn proof of Mr T. King. Hence he must allow the proof.: [843, 76, 971, 155]
- prices-2: Prices.: [196, 1530, 229, 1541]
- price-item: QUILTS commence from 3s 11d, 5s 11d, 6s 11d in white and coloured. Lace muslin curtains 4s 11d pair. Towels 4½d. Strong linen shirting, 6d, worth 10d.: [152, 274, 273, 327]
- price-item: COSTUMES by the hundred for Ladies and Children in various new Summer makes; nothing like them for price and style.: [152, 559, 273, 594]
- para-3: The following particulars in the bankrupt estate of W. J. O'Donnell, Palmerston North, builder, are published in Saturday's Weekly Advertiser: —Liabilities—Palmerston North: A. Ferguson, £7 10s 11d; Food and Bresier, £2 10s; Lound and Peterson, £25 13s; R. Henderson, £21 18s 2d; estate E. Manson and Co., £2 3s; J. D. Fraser, 16s 5d; H. Bosworth, £3 15s 3d; E. James, £1 16s 4d; Wanganui: W. W. Taylor, £19 5s 7d; T. D. Cummins, £16 19s 1d; H. Caddy, £11 11s; J. Hardman, £3 3s 10d; A. D. Willis, £2 3s 6d; total, £127 1s 6d. Assets—Furniture, tools and wearing apparel, £30.: [565, 406, 693, 570]
- auckland-body-2: William Henry Powell, one of the prisoner Dongal's, who escaped from Waiau on Saturday was found dead in the bush on the 11th, the fourth day of his escape at a certain Onehunga, within a few yards of his own house. It is believed he died of heart disease.: [982, 1771, 1109, 1841]
- christchurch-2: Christchurch, Nov. 6.: [1005, 1656, 1086, 1666]
- square-2: THE SQUARE.: [174, 1656, 251, 1668]
- increase: Has resulted in an increase of business during the past season, and they can now boast of having: [148, 1409, 277, 1436]
- boots-text: The great demand for the Zealandia Boots prove most unmistakably their superiority above all other colonial-made Boots.: [463, 797, 553, 847]
- requisite: and every requisite at Wholesale Price: [150, 1573, 275, 1591]
- perkins: E. W. PERKINS,: [457, 126, 525, 137]
- boots-word: BOOTS: [429, 900, 458, 910]
- this-day: THIS DAY.: [884, 401, 930, 412]
- macarthur-agent: D. H. MACARTHUR, Agent, E. and C. A. Corporation. Feilding, 7th July, 1883.: [152, 1107, 273, 1134]
- boots-word: BOOTS: [429, 796, 458, 806]
- belgrade: Belgrade, Servia, Nov. 5.: [998, 1196, 1093, 1206]
- boots-word: BOOTS: [429, 916, 458, 926]
- london-nov5: London, Nov. 5.: [1016, 1104, 1075, 1114]
- boots-ad: [428, 796, 554, 991]
- para-4: We learn a sitting of the Native Land Court is likely to be held here shortly. The Ngaiterangi and Natera are already on the 'quivy-vivy,' as Paddy Murphy would say.: [565, 572, 693, 616]
- title-note: Title under the Land Transfer Act.: [5, 1311, 134, 1321]
- clothing-dept: OUR CLOTHING DEPARTMENT: [308, 815, 397, 838]
- price-item: MEN'S Blue Serge Trousers, 6s 11d; Men's Blue Serge Coats, 7s 6d; Boys' Galatea Washing Suits, only 3s. All other goods at astounding cheap prices.: [152, 688, 273, 732]
- palmerston-north: PALMERSTON NORTH.: [446, 547, 536, 557]
- boots-signature: J. B. HAMILTON: [479, 861, 538, 870]
- local-body: With an eye to the future, and possibly perceiving the result which must naturally follow the want of a drainage system, Mr J. O'Hanlon some time ago established himself in Palmerston with the intention of enabling the residents to adorn the graves of departed friends with pieces specimens of monumental art. Finding, however, that the death rate is very low in this Borough, Mr O'Hanlon, like a prudent man, has turned his talents to other uses, and at his works at Terrace End may be seen some excellent specimens of articles both useful and ornamental. Our reporter paid a visit there yesterday and was shown an invention of Mr O'Hanlon's, in the shape of a meat and butter safe, which we have no doubt will as soon as its merits are known, come into very general use. Of its utility there can be no question, as a very brief description will show. It consists of a concrete box, inside which is another box also of concrete. A space of about an inch is left between the sides of the two boxes, and this is filled with cold water. The joints, butter &c. are placed in the inner box, which is provided with shelves, ingeniously fixed to receive small articles without the necessity of taking off the large lid which covers the whole. At the end of the outer box a tap is placed, so that the cold water within the walls may be drawn off and renewed when desired, and at the side are ventilators which provide for a current of air circulating through the inner chamber and out at the lid. The lid itself is of concrete, but as Mr O'Hanlon deemed this to be rather heavy he is now engaged in making a wooden one, beneath which will be fixed two sheets of zinc, between which water will be retained. The lids themselves we may mention fit tightly into the places between the walls of the boxes, so that it is a matter of impossibility for dust &c. to get in. From the foregoing it will be seen that Mr O'Hanlon has succeeded in producing a safe which will at once keep meat and other articles clean and cool, and as the current of fresh air to circulate around them. We are informed by Mr O'Hanlon that he is prepared to make these articles to any size to order. The one he has just completed has been purchased by Dr Marriner, who, we understand, is highly pleased with the invention. To hotels, and even to owners of private houses these safes would be invaluable during the sultry summer weather, and we have no doubt Mr O'Hanlon will receive many orders, more particularly when it is remembered that they are made of an exceedingly durable material.: [704, 41, 832, 738]
- price-item: KID GLOVES very slightly soiled, usually sold at 3s, present price 1s 6d pair; bargains.: [152, 421, 273, 456]
- regalia: Masonic Regalia and Masonic literature of all kinds.: [5, 685, 137, 703]
- price-item: 1260 YDS. Pompadour Prints, Sateens, Bordered Robes, Ginghams, Zephyr Lawns, &c., &c., all at exceptionally low prices.: [152, 458, 273, 502]
- podo-ad: [428, 566, 554, 792]
- price-item: BLACK Cashmere 1s 11d to 2s 6d. Black French Merino 1s 6d. Good Black Alpacas, 9½d. Black Silk Figured Alpacas, 1s 3d to 2s 6d, worth almost double.: [152, 366, 273, 419]
- column-5: [559, 19, 698, 1918]
